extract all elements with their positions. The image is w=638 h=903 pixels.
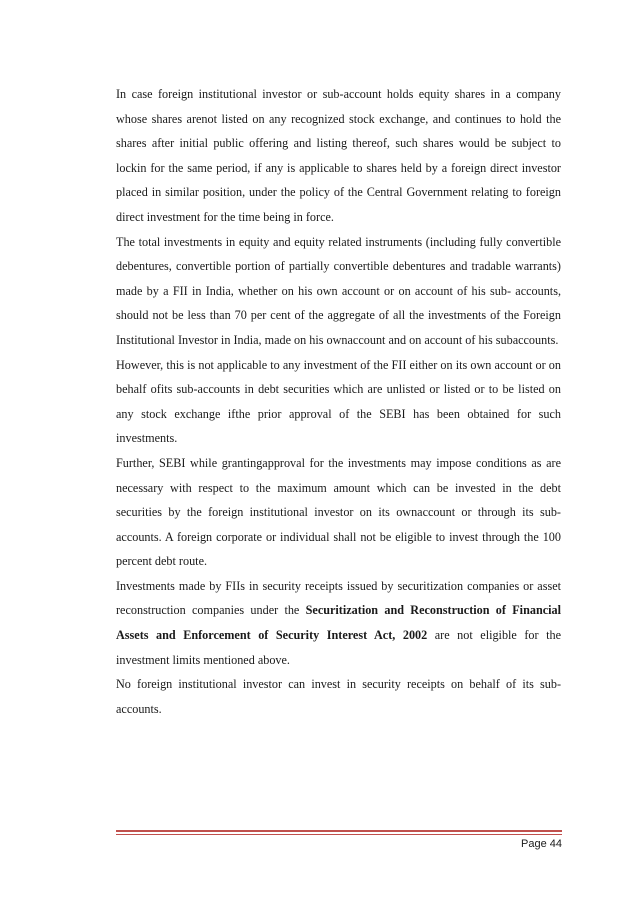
paragraph-sebi-conditions: Further, SEBI while grantingapproval for the investments may impose conditions as are necessary with respect to the maximum amount which can be invested in the debt securities by the foreign institutional investor on its ownaccount or through its sub-accounts. A foreign corporate or individual shall not be eligible to invest through the 100 percent debt route. [116, 455, 561, 569]
paragraph-total-investments: The total investments in equity and equity related instruments (including fully convertible debentures, convertible portion of partially convertible debentures and tradable warrants) made by a FII in India, whether on his own account or on account of his sub- accounts, should not be less than 70 per cent of the aggregate of all the investments of the Foreign Institutional Investor in India, made on his ownaccount and on account of his subaccounts. [116, 234, 561, 347]
page-number: Page 44 [521, 838, 562, 850]
act-title: Securitization and Reconstruction of Financial Assets and Enforcement of Security Interest Act, 2002 [116, 603, 561, 643]
paragraph-text-lead: Investments made by FIIs in security receipts issued by securitization companies or asset reconstruction companies under the [116, 578, 561, 618]
body-text [116, 82, 561, 721]
paragraph-debt-securities-exception: However, this is not applicable to any investment of the FII either on its own account or on behalf ofits sub-accounts in debt securities which are unlisted or listed or to be listed on any stock exchange ifthe prior approval of the SEBI has been obtained for such investments. [116, 357, 561, 446]
paragraph-foreign-investor-lockin: In case foreign institutional investor or sub-account holds equity shares in a company whose shares arenot listed on any recognized stock exchange, and continues to hold the shares after initial public offering and listing thereof, such shares would be subject to lockin for the same period, if any is applicable to shares held by a foreign direct investor placed in similar position, under the policy of the Central Government relating to foreign direct investment for the time being in force. [116, 87, 561, 224]
footer-rule [116, 830, 562, 832]
footer-rule-thin [116, 834, 562, 835]
paragraph-security-receipts-limits [116, 574, 561, 672]
paragraph-sub-account-receipts: No foreign institutional investor can invest in security receipts on behalf of its sub-accounts. [116, 677, 561, 716]
paragraph-text-tail: are not eligible for the investment limits mentioned above. [116, 628, 561, 667]
